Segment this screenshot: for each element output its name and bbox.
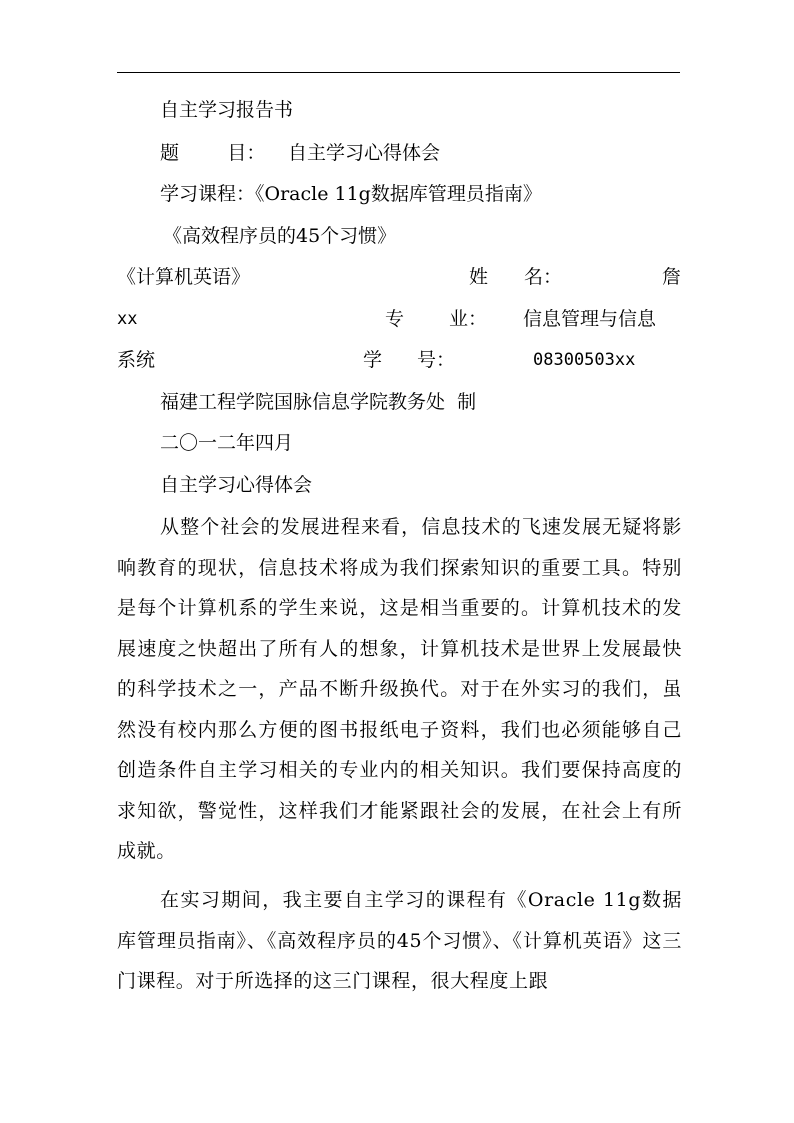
body-paragraph-1: 从整个社会的发展进程来看，信息技术的飞速发展无疑将影响教育的现状，信息技术将成为我们探索知识的重要工具。特别是每个计算机系的学生来说，这是相当重要的。计算机技术的发展速度之快超出了所有人的想象，计算机技术是世界上发展最快的科学技术之一，产品不断升级换代。对于在外实习的我们，虽然没有校内那么方便的图书报纸电子资料，我们也必须能够自己创造条件自主学习相关的专业内的相关知识。我们要保持高度的求知欲，警觉性，这样我们才能紧跟社会的发展，在社会上有所成就。 — [117, 516, 682, 862]
section-title: 自主学习心得体会 — [160, 474, 313, 496]
topic-value: 自主学习心得体会 — [288, 142, 441, 164]
major-value-b: 系统 — [117, 349, 156, 371]
major-value-a: 信息管理与信息 — [523, 308, 657, 330]
topic-label: 题 目： — [160, 142, 266, 164]
name-value-b: xx — [117, 309, 138, 329]
name-label-2: 名： — [524, 266, 563, 288]
major-label-1: 专 — [385, 308, 405, 330]
id-label-2: 号： — [417, 349, 456, 371]
id-value: 08300503xx — [533, 350, 636, 370]
id-label-1: 学 — [363, 349, 383, 371]
report-title: 自主学习报告书 — [160, 99, 294, 121]
course-line: 学习课程：《Oracle 11g数据库管理员指南》 — [160, 183, 542, 205]
date: 二〇一二年四月 — [160, 432, 294, 454]
topic-row — [160, 141, 682, 165]
name-label-1: 姓 — [469, 266, 489, 288]
issuer: 福建工程学院国脉信息学院教务处 制 — [160, 391, 477, 413]
major-label-2: 业： — [449, 308, 488, 330]
body-paragraph-2: 在实习期间，我主要自主学习的课程有《Oracle 11g数据库管理员指南》、《高效程序员的45个习惯》、《计算机英语》这三门课程。对于所选择的这三门课程，很大程度上跟 — [117, 889, 682, 992]
name-value-a: 詹 — [662, 266, 682, 288]
course-2: 《高效程序员的45个习惯》 — [163, 225, 397, 247]
course-3: 《计算机英语》 — [117, 266, 251, 288]
header-rule — [117, 72, 680, 73]
